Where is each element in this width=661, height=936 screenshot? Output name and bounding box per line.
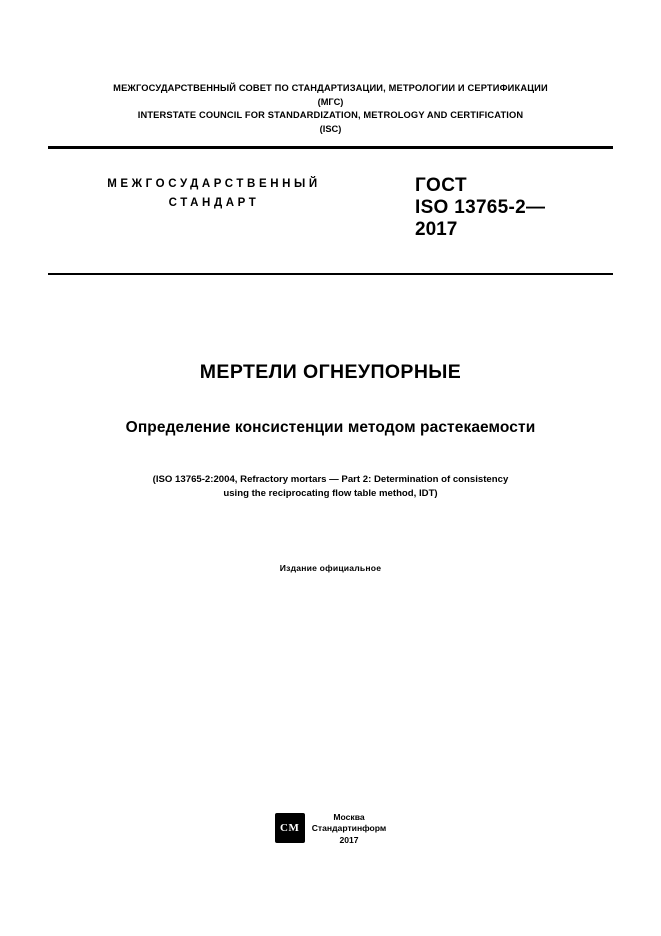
official-edition-label: Издание официальное xyxy=(279,563,382,573)
council-name-en: INTERSTATE COUNCIL FOR STANDARDIZATION, METROLOGY AND CERTIFICATION xyxy=(137,110,524,120)
iso-equivalence-note xyxy=(48,473,613,501)
standard-designation-band xyxy=(48,149,613,263)
council-name-ru: МЕЖГОСУДАРСТВЕННЫЙ СОВЕТ ПО СТАНДАРТИЗАЦИИ, МЕТРОЛОГИИ И СЕРТИФИКАЦИИ xyxy=(113,83,548,93)
divider-bottom xyxy=(48,273,613,275)
iso-note-line2: using the reciprocating flow table method, IDT) xyxy=(223,488,438,499)
page-content xyxy=(48,24,613,912)
standard-designation: ISO 13765-2— xyxy=(415,197,546,218)
standard-type-label xyxy=(48,175,348,213)
logo-glyph: СМ xyxy=(280,821,300,834)
gost-label: ГОСТ xyxy=(415,175,468,196)
issuing-body-block xyxy=(48,82,613,136)
council-abbr-ru: (МГС) xyxy=(317,96,344,107)
standard-type-line2: СТАНДАРТ xyxy=(168,197,260,209)
page-title: МЕРТЕЛИ ОГНЕУПОРНЫЕ xyxy=(199,361,462,383)
council-abbr-en: (ISC) xyxy=(319,123,342,134)
page-subtitle: Определение консистенции методом растекаемости xyxy=(125,419,536,436)
standard-number-block xyxy=(403,175,613,241)
publisher-city: Москва xyxy=(333,811,365,822)
iso-note-line1: (ISO 13765-2:2004, Refractory mortars — Part 2: Determination of consistency xyxy=(152,474,509,485)
publisher-year: 2017 xyxy=(339,834,359,845)
standartinform-logo-icon xyxy=(275,813,305,843)
publisher-text xyxy=(312,811,387,847)
publisher-block xyxy=(48,811,613,847)
standard-year: 2017 xyxy=(415,219,458,240)
publisher-name: Стандартинформ xyxy=(311,823,387,833)
standard-type-line1: МЕЖГОСУДАРСТВЕННЫЙ xyxy=(107,178,321,190)
